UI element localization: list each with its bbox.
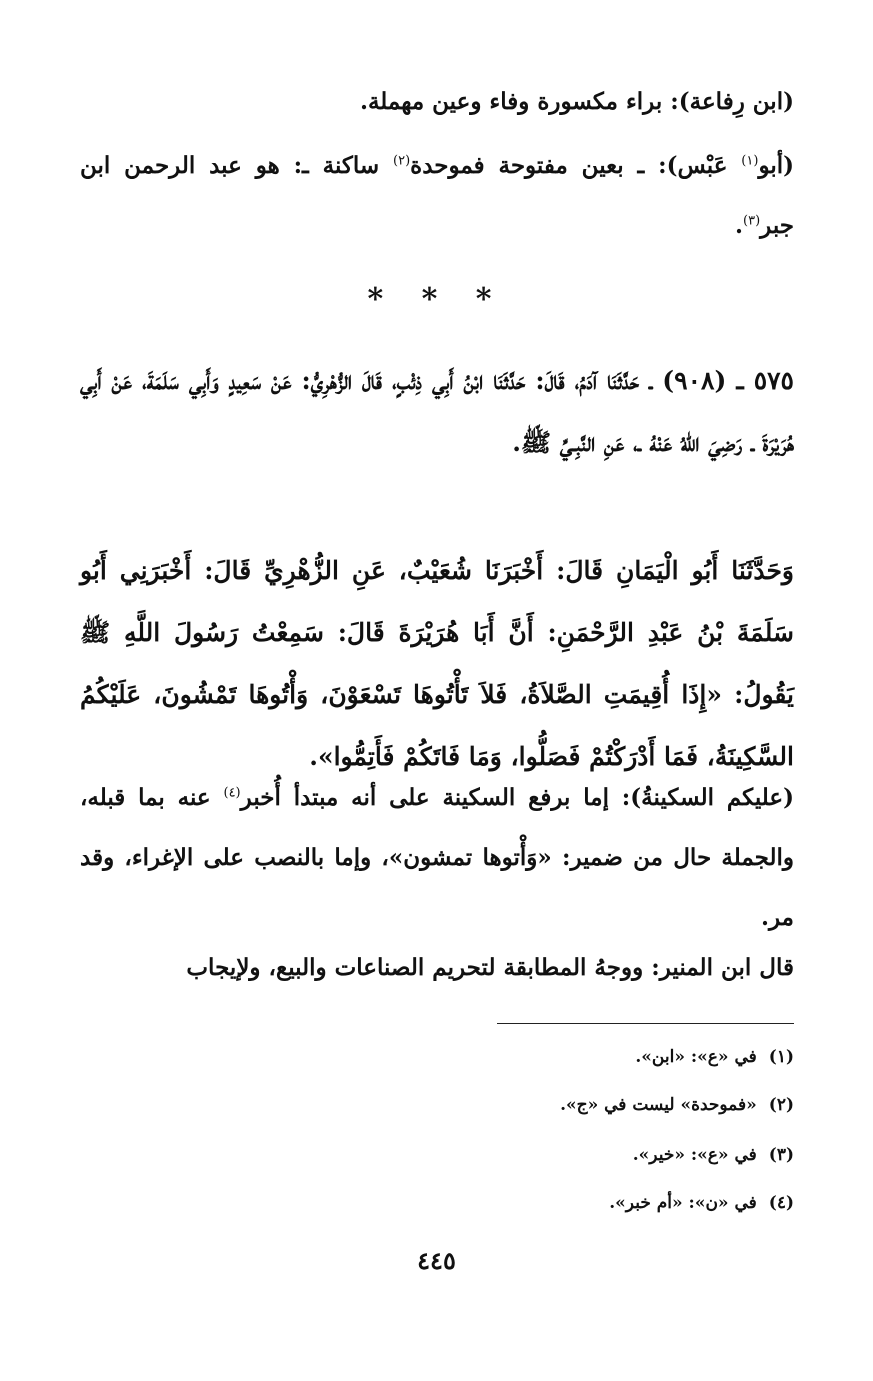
page-number: ٤٤٥ <box>417 1246 456 1275</box>
hadith-text-paragraph: وَحَدَّثَنَا أَبُو الْيَمَانِ قَالَ: أَخْبَرَنَا شُعَيْبٌ، عَنِ الزُّهْرِيِّ قَالَ: أَخْبَرَنِي أَبُو سَلَمَةَ بْنُ عَبْدِ الرَّحْمَنِ: أَنَّ أَبَا هُرَيْرَةَ قَالَ: سَمِعْتُ رَسُولَ اللَّهِ ﷺ يَقُولُ: «إِذَا أُقِيمَتِ الصَّلاَةُ، فَلاَ تَأْتُوهَا تَسْعَوْنَ، وَأْتُوهَا تَمْشُونَ، عَلَيْكُمُ السَّكِينَةُ، فَمَا أَدْرَكْتُمْ فَصَلُّوا، وَمَا فَاتَكُمْ فَأَتِمُّوا». <box>80 556 794 771</box>
footnote-number: (٤) <box>768 1193 794 1213</box>
commentary-ibn-munir: قال ابن المنير: ووجهُ المطابقة لتحريم الصناعات والبيع، ولإيجاب <box>186 954 794 981</box>
footnote-ref-4: (٤) <box>223 785 241 801</box>
commentary-text-rest: عنه بما قبله، والجملة حال من ضمير: «وَأْتوها تمشون»، وإما بالنصب على الإغراء، وقد مر. <box>80 784 794 931</box>
glossary-end: . <box>734 212 743 239</box>
footnote-4 <box>80 1188 794 1218</box>
glossary-definition: : براء مكسورة وفاء وعين مهملة. <box>359 88 679 115</box>
footnote-number: (١) <box>768 1047 794 1067</box>
glossary-term: (أبو <box>758 152 794 179</box>
footnote-text: في «ع»: «خير». <box>632 1145 757 1165</box>
glossary-term-rest: عَبْس) <box>666 152 742 179</box>
commentary-text: (عليكم السكينةُ): إما برفع السكينة على أنه مبتدأ أُخبر <box>240 784 794 811</box>
commentary-paragraph <box>80 768 794 948</box>
hadith-isnad-paragraph: ٥٧٥ ـ (٩٠٨) ـ حَدَّثَنَا آدَمُ، قَالَ: حَدَّثَنَا ابْنُ أَبِي ذِئْبٍ، قَالَ الزُّهْرِيُّ: عَنْ سَعِيدٍ وَأَبِي سَلَمَةَ، عَنْ أَبِي هُرَيْرَةَ ـ رَضِيَ اللهُ عَنْهُ ـ، عَنِ النَّبِـيِّ ﷺ. <box>80 366 794 457</box>
glossary-definition: : ـ بعين مفتوحة فموحدة <box>410 152 667 179</box>
glossary-entry-ibn-rifaa <box>80 72 794 132</box>
footnote-ref-3: (٣) <box>743 213 761 229</box>
footnote-2 <box>80 1090 794 1120</box>
footnote-ref-1: (١) <box>741 153 759 169</box>
glossary-term: (ابن رِفاعة) <box>678 88 794 115</box>
footnote-3 <box>80 1140 794 1170</box>
footnote-1 <box>80 1042 794 1072</box>
footnote-text: «فموحدة» ليست في «ج». <box>560 1095 757 1115</box>
section-separator: * * * <box>367 282 506 317</box>
footnote-text: في «ن»: «أم خبر». <box>609 1193 757 1213</box>
footnote-number: (٣) <box>768 1145 794 1165</box>
glossary-definition-rest: ساكنة ـ: هو عبد الرحمن ابن جبر <box>80 152 794 239</box>
footnote-divider <box>497 1023 794 1024</box>
footnote-ref-2: (٢) <box>393 153 411 169</box>
footnote-text: في «ع»: «ابن». <box>635 1047 757 1067</box>
footnote-number: (٢) <box>768 1095 794 1115</box>
glossary-entry-abu-abs <box>80 136 794 256</box>
